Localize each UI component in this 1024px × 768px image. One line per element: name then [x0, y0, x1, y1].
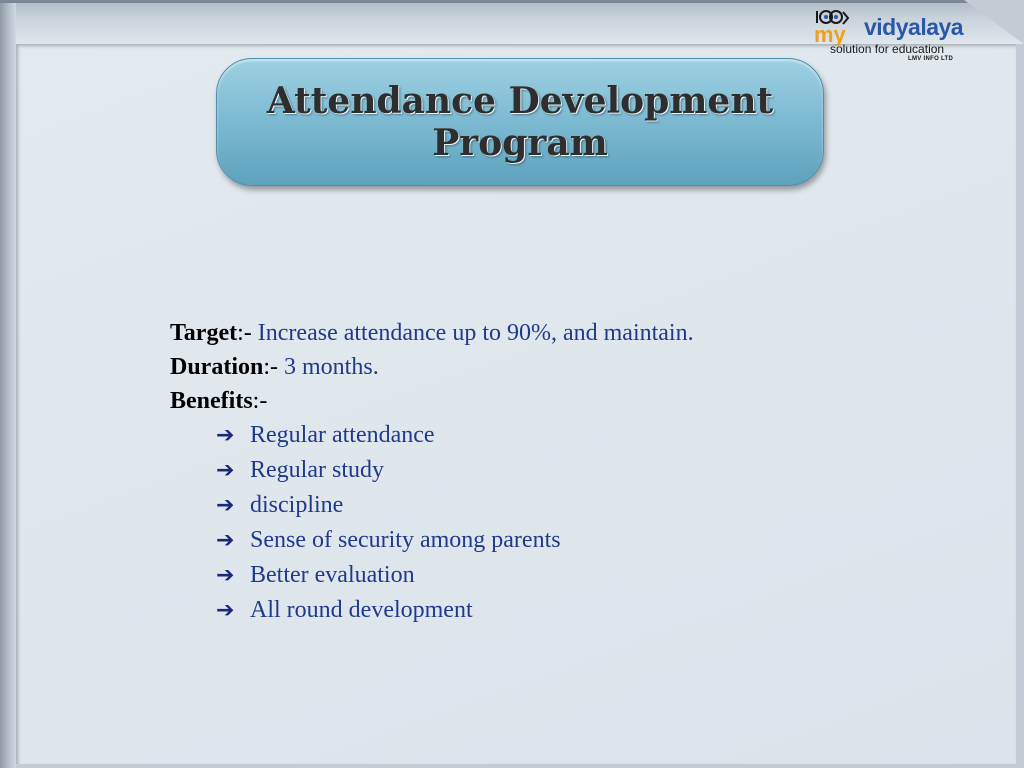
logo-tagline: solution for education [830, 42, 945, 56]
logo [812, 4, 972, 66]
benefit-text: All round development [250, 597, 473, 623]
duration-label: Duration [170, 354, 264, 380]
benefit-text: Sense of security among parents [250, 527, 561, 553]
duration-separator: :- [263, 354, 279, 380]
benefit-text: Regular study [250, 457, 384, 483]
target-row [170, 316, 870, 350]
benefit-text: Better evaluation [250, 562, 415, 588]
target-separator: :- [237, 320, 252, 346]
list-item [216, 453, 870, 488]
benefits-label: Benefits [170, 388, 253, 414]
duration-value: 3 months. [278, 354, 379, 380]
slide-content [170, 316, 870, 628]
logo-name: vidyalaya [864, 14, 964, 40]
list-item [216, 488, 870, 523]
corner-fold [964, 0, 1024, 44]
list-item [216, 558, 870, 593]
frame-left [0, 0, 16, 768]
duration-row [170, 350, 870, 384]
logo-prefix: my [814, 22, 846, 46]
arrow-right-icon: ➔ [216, 458, 235, 483]
title-box [216, 58, 824, 186]
benefit-text: discipline [250, 492, 344, 518]
list-item [216, 418, 870, 453]
arrow-right-icon: ➔ [216, 598, 235, 623]
logo-company: LMV INFO LTD [908, 56, 954, 62]
logo-mark-icon [812, 6, 868, 46]
target-value: Increase attendance up to 90%, and maintain. [251, 320, 694, 346]
arrow-right-icon: ➔ [216, 563, 235, 588]
frame-top-edge [0, 0, 1024, 3]
arrow-right-icon: ➔ [216, 423, 235, 448]
benefits-row [170, 384, 870, 418]
arrow-right-icon: ➔ [216, 493, 235, 518]
benefit-text: Regular attendance [250, 422, 435, 448]
target-label: Target [170, 320, 238, 346]
benefits-separator: :- [252, 388, 268, 414]
list-item [216, 593, 870, 628]
slide-title: Attendance Development Program [266, 80, 774, 164]
benefits-list [170, 418, 870, 628]
list-item [216, 523, 870, 558]
arrow-right-icon: ➔ [216, 528, 235, 553]
